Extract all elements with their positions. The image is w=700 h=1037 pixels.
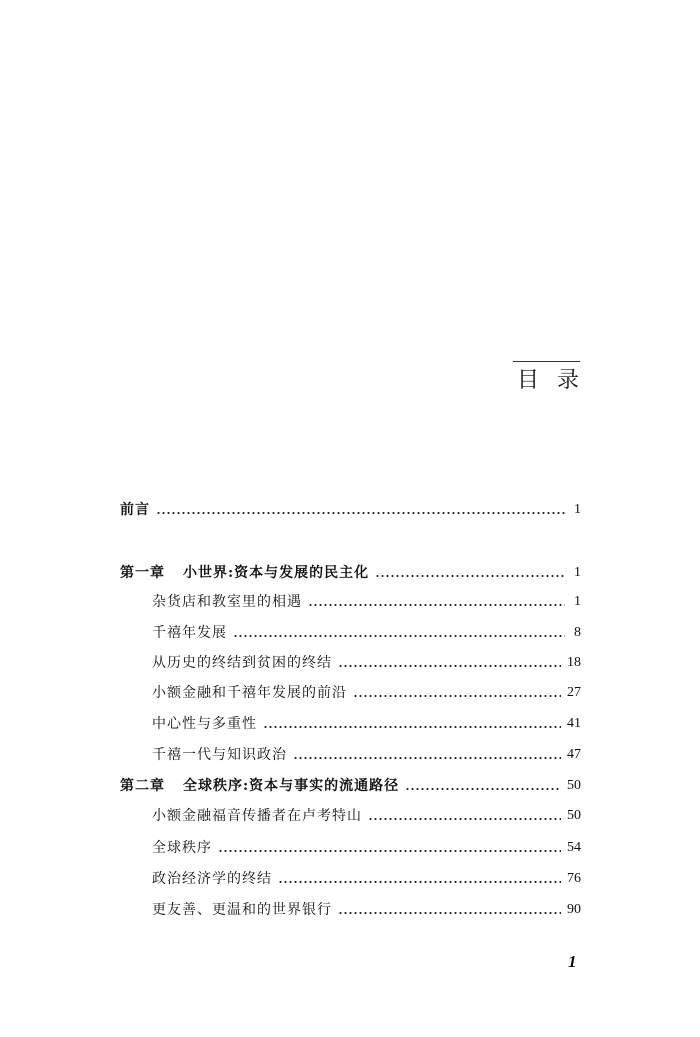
toc-entry-label: 杂货店和教室里的相遇 bbox=[152, 594, 302, 610]
dot-leader bbox=[353, 694, 561, 698]
dot-leader bbox=[338, 664, 561, 668]
toc-entry-label: 千禧一代与知识政治 bbox=[152, 747, 287, 763]
dot-leader bbox=[338, 911, 561, 915]
toc-entry-label: 中心性与多重性 bbox=[152, 716, 257, 732]
toc-title-char-1: 目 bbox=[516, 368, 557, 393]
toc-entry-section[interactable] bbox=[152, 622, 581, 644]
toc-entry-page: 1 bbox=[574, 565, 581, 580]
dot-leader bbox=[405, 787, 561, 791]
dot-leader bbox=[308, 603, 565, 607]
toc-entry-label bbox=[120, 562, 369, 584]
toc-entry-label: 全球秩序 bbox=[152, 840, 212, 856]
toc-entry-page: 18 bbox=[567, 655, 581, 670]
toc-title bbox=[516, 368, 597, 393]
toc-entry-section[interactable] bbox=[152, 682, 581, 704]
dot-leader bbox=[278, 880, 561, 884]
toc-entry-label bbox=[120, 775, 399, 797]
toc-entry-section[interactable] bbox=[152, 805, 581, 827]
toc-entry-page: 1 bbox=[574, 594, 581, 609]
toc-entry-preface[interactable] bbox=[120, 499, 581, 521]
toc-entry-page: 41 bbox=[567, 716, 581, 731]
chapter-number: 第一章 bbox=[120, 565, 165, 581]
dot-leader bbox=[375, 574, 565, 578]
dot-leader bbox=[156, 511, 565, 515]
page-number: 1 bbox=[568, 952, 577, 971]
toc-entry-section[interactable] bbox=[152, 713, 581, 735]
toc-entry-page: 8 bbox=[574, 625, 581, 640]
toc-entry-label: 千禧年发展 bbox=[152, 625, 227, 641]
dot-leader bbox=[293, 756, 561, 760]
dot-leader bbox=[368, 817, 561, 821]
toc-entry-page: 47 bbox=[567, 747, 581, 762]
toc-entry-chapter-1[interactable] bbox=[120, 562, 581, 584]
toc-entry-page: 50 bbox=[567, 778, 581, 793]
toc-entry-page: 50 bbox=[567, 808, 581, 823]
toc-entry-page: 54 bbox=[567, 840, 581, 855]
title-rule bbox=[513, 361, 580, 362]
chapter-title: 全球秩序:资本与事实的流通路径 bbox=[183, 778, 400, 794]
toc-entry-chapter-2[interactable] bbox=[120, 775, 581, 797]
toc-entry-label: 从历史的终结到贫困的终结 bbox=[152, 655, 332, 671]
toc-entry-label: 更友善、更温和的世界银行 bbox=[152, 902, 332, 918]
dot-leader bbox=[233, 634, 565, 638]
toc-entry-section[interactable] bbox=[152, 868, 581, 890]
toc-entry-label: 前言 bbox=[120, 502, 150, 518]
toc-entry-page: 27 bbox=[567, 685, 581, 700]
chapter-title: 小世界:资本与发展的民主化 bbox=[183, 565, 370, 581]
toc-entry-page: 90 bbox=[567, 902, 581, 917]
chapter-number: 第二章 bbox=[120, 778, 165, 794]
toc-entry-label: 小额金融福音传播者在卢考特山 bbox=[152, 808, 362, 824]
toc-entry-section[interactable] bbox=[152, 652, 581, 674]
toc-entry-section[interactable] bbox=[152, 744, 581, 766]
toc-title-char-2: 录 bbox=[556, 368, 597, 393]
toc-entry-label: 小额金融和千禧年发展的前沿 bbox=[152, 685, 347, 701]
toc-entry-section[interactable] bbox=[152, 899, 581, 921]
toc-entry-page: 1 bbox=[574, 502, 581, 517]
dot-leader bbox=[218, 849, 561, 853]
toc-entry-label: 政治经济学的终结 bbox=[152, 871, 272, 887]
toc-entry-section[interactable] bbox=[152, 591, 581, 613]
toc-entry-page: 76 bbox=[567, 871, 581, 886]
toc-entry-section[interactable] bbox=[152, 837, 581, 859]
dot-leader bbox=[263, 725, 561, 729]
